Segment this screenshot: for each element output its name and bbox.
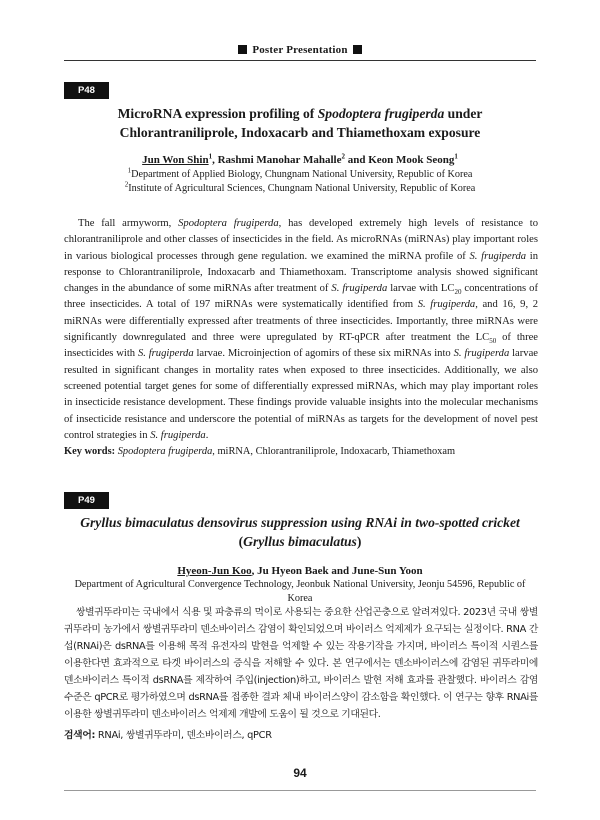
p48-affiliation-2: $^2$Institute of Agricultural Sciences, Chungnam National University, Republic of Korea: [124, 180, 476, 194]
p48-authors: Jun Won Shin$^1$, Rashmi Manohar Mahalle$^2$ and Keon Mook Seong$^1$: [142, 152, 458, 166]
p49-authors: Hyeon-Jun Koo, Ju Hyeon Baek and June-Sun Yoon: [177, 565, 423, 577]
black-square-icon: [238, 45, 247, 54]
p49-keywords: 검색어: RNAi, 쌍별귀뚜라미, 덴소바이러스, qPCR: [64, 730, 272, 741]
poster-id-badge-p49: P49: [64, 492, 109, 509]
black-square-icon: [353, 45, 362, 54]
p48-abstract: The fall armyworm, Spodoptera frugiperda, has developed extremely high levels of resistance to chlorantraniliprole and other classes of insecticides in the field. As microRNAs (miRNAs) play important roles in various biological processes through gene regulation. we examined the miRNA profile of S. frugiperda in response to Chlorantraniliprole, Indoxacarb and Thiamethoxam. Transcriptome analysis showed significant changes in the abundance of some miRNAs after treatment of S. frugiperda larvae with $LC_{20}$ concentrations of three insecticides. A total of 197 miRNAs were systematically identified from S. frugiperda, and 16, 9, 2 miRNAs were differentially expressed after treatments of three insecticides. Importantly, three miRNAs were significantly downregulated and three were upregulated by RT-qPCR after treatment the $LC_{50}$ of three insecticides with S. frugiperda larvae. Microinjection of agomirs of these six miRNAs into S. frugiperda larvae resulted in significant changes in mortality rates when exposed to three insecticides. Additionally, we also screened potential target genes for some of differentially expressed miRNAs, which may play important roles in insecticide resistance development. These findings provide valuable insights into the molecular mechanisms of insecticide resistance and underscore the potential of miRNAs as targets for the development of novel pest control strategies in S. frugiperda.: [64, 218, 538, 441]
running-header: [0, 44, 600, 56]
footer-divider: [64, 790, 536, 791]
p48-affiliation-1: $^1$Department of Applied Biology, Chungnam National University, Republic of Korea: [127, 166, 473, 180]
p49-title: Gryllus bimaculatus densovirus suppression using RNAi in two-spotted cricket (Gryllus bimaculatus): [80, 515, 520, 549]
p49-abstract-korean: 쌍별귀뚜라미는 국내에서 식용 및 파충류의 먹이로 사용되는 중요한 산업곤충으로 알려져있다. 2023년 국내 쌍별귀뚜라미 농가에서 쌍별귀뚜라미 덴소바이러스 감염이 확인되었으며 바이러스 억제제가 요구되는 실정이다. RNA 간섭(RNAi)은 dsRNA를 이용해 목적 유전자의 발현을 억제할 수 있는 작용기작을 가지며, 바이러스 특이적 시퀀스를 이용한다면 효과적으로 타겟 바이러스의 증식을 저해할 수 있다. 본 연구에서는 덴소바이러스에 감염된 귀뚜라미에 덴소바이러스 특이적 dsRNA를 제작하여 주입(injection)하고, 바이러스 발현 저해 효과를 관찰했다. 바이러스 감염 수준은 qPCR로 평가하였으며 dsRNA를 접종한 결과 체내 바이러스양이 감소함을 확인했다. 이 연구는 향후 RNAi를 이용한 쌍별귀뚜라미 덴소바이러스 억제제 개발에 도움이 될 것으로 기대된다.: [64, 607, 538, 720]
presenting-author: Jun Won Shin: [142, 154, 209, 166]
running-header-text: Poster Presentation: [252, 44, 348, 56]
p49-affiliation: Department of Agricultural Convergence Technology, Jeonbuk National University, Jeonju 54596, Republic of Korea: [74, 579, 526, 604]
p48-title: MicroRNA expression profiling of Spodoptera frugiperda under Chlorantraniliprole, Indoxacarb and Thiamethoxam exposure: [117, 106, 483, 140]
presenting-author: Hyeon-Jun Koo: [177, 565, 252, 577]
p48-keywords: Key words: Spodoptera frugiperda, miRNA, Chlorantraniliprole, Indoxacarb, Thiamethoxam: [64, 446, 456, 457]
header-divider: [64, 60, 536, 61]
poster-id-badge-p48: P48: [64, 82, 109, 99]
page-number: 94: [293, 766, 307, 780]
